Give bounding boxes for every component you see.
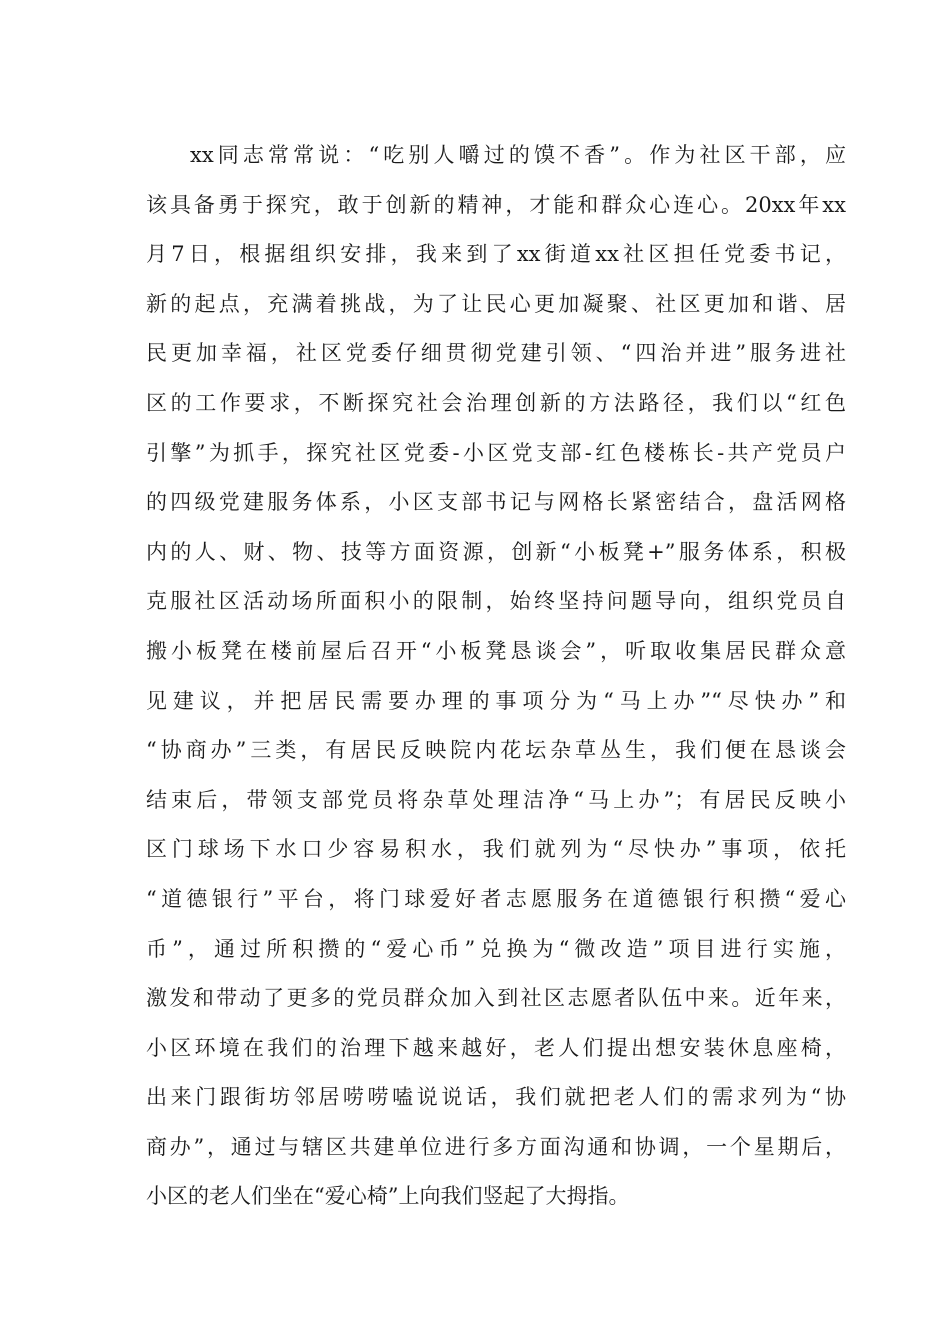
- paragraph-line: 引擎”为抓手，探究社区党委-小区党支部-红色楼栋长-共产党员户: [146, 440, 846, 465]
- paragraph-line: 激发和带动了更多的党员群众加入到社区志愿者队伍中来。近年来，: [146, 986, 846, 1011]
- paragraph-line: 民更加幸福，社区党委仔细贯彻党建引领、“四治并进”服务进社: [146, 341, 846, 366]
- paragraph-line: “协商办”三类，有居民反映院内花坛杂草丛生，我们便在恳谈会: [146, 738, 846, 763]
- paragraph-line: 搬小板凳在楼前屋后召开“小板凳恳谈会”，听取收集居民群众意: [146, 638, 846, 663]
- paragraph-line: 商办”，通过与辖区共建单位进行多方面沟通和协调，一个星期后，: [146, 1134, 846, 1159]
- paragraph-line: xx同志常常说：“吃别人嚼过的馍不香”。作为社区干部，应: [190, 143, 846, 167]
- paragraph-line: 该具备勇于探究，敢于创新的精神，才能和群众心连心。20xx年xx: [146, 192, 846, 217]
- body-paragraph: [146, 131, 846, 1222]
- paragraph-line: 出来门跟街坊邻居唠唠嗑说说话，我们就把老人们的需求列为“协: [146, 1085, 846, 1110]
- paragraph-line: 区门球场下水口少容易积水，我们就列为“尽快办”事项，依托: [146, 837, 846, 862]
- paragraph-line: 小区环境在我们的治理下越来越好，老人们提出想安装休息座椅，: [146, 1035, 846, 1060]
- paragraph-line: 内的人、财、物、技等方面资源，创新“小板凳+”服务体系，积极: [146, 539, 846, 564]
- paragraph-line: 结束后，带领支部党员将杂草处理洁净“马上办”；有居民反映小: [146, 787, 846, 812]
- paragraph-line: 币”，通过所积攒的“爱心币”兑换为“微改造”项目进行实施，: [146, 936, 846, 961]
- paragraph-line: 月7日，根据组织安排，我来到了xx街道xx社区担任党委书记，: [146, 242, 846, 267]
- paragraph-line: 见建议，并把居民需要办理的事项分为“马上办”“尽快办”和: [146, 688, 846, 713]
- paragraph-line: “道德银行”平台，将门球爱好者志愿服务在道德银行积攒“爱心: [146, 886, 846, 911]
- paragraph-line: 克服社区活动场所面积小的限制，始终坚持问题导向，组织党员自: [146, 589, 846, 614]
- paragraph-line: 小区的老人们坐在“爱心椅”上向我们竖起了大拇指。: [146, 1184, 630, 1209]
- paragraph-line: 的四级党建服务体系，小区支部书记与网格长紧密结合，盘活网格: [146, 490, 846, 515]
- paragraph-line: 新的起点，充满着挑战，为了让民心更加凝聚、社区更加和谐、居: [146, 291, 846, 316]
- paragraph-line: 区的工作要求，不断探究社会治理创新的方法路径，我们以“红色: [146, 390, 846, 415]
